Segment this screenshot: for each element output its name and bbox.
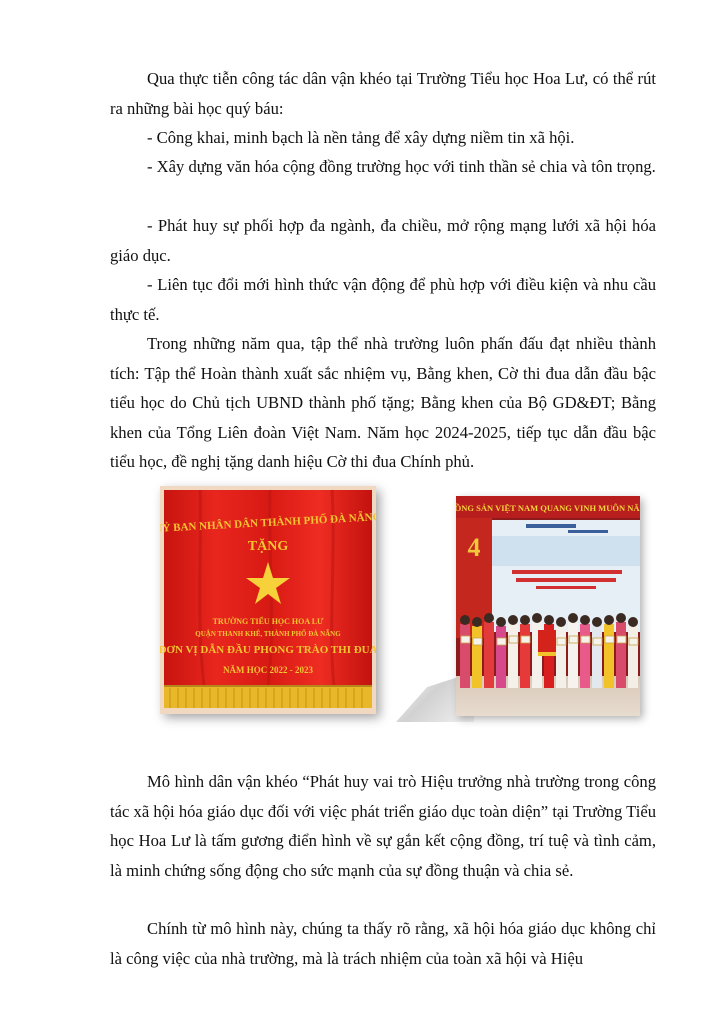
flag-school-text: TRƯỜNG TIỂU HỌC HOA LƯ [212, 617, 324, 626]
paragraph-achievements: Trong những năm qua, tập thể nhà trường luôn phấn đấu đạt nhiều thành tích: Tập thể Hoàn thành xuất sắc nhiệm vụ, Bằng khen, Cờ thi đua dẫn đầu bậc tiểu học do Chủ tịch UBND thành phố tặng; Bằng khen của Bộ GD&ĐT; Bằng khen của Tổng Liên đoàn Việt Nam. Năm học 2024-2025, tiếp tục dẫn đầu bậc tiểu học, đề nghị tặng danh hiệu Cờ thi đua Chính phủ. [110, 334, 656, 471]
award-recipients [460, 613, 638, 688]
ceremony-banner-text: ĐỒNG SẢN VIỆT NAM QUANG VINH MUÔN NĂM [456, 503, 640, 513]
flag-year-text: NĂM HỌC 2022 - 2023 [223, 665, 313, 675]
paragraph-conclusion: Chính từ mô hình này, chúng ta thấy rõ rằng, xã hội hóa giáo dục không chỉ là công việc của nhà trường, mà là trách nhiệm của toàn xã hội và Hiệu [110, 919, 656, 968]
paragraph-lesson-1: - Công khai, minh bạch là nền tảng để xây dựng niềm tin xã hội. [147, 128, 575, 147]
emblem-icon: 4 [467, 533, 481, 562]
flag-title-text: ĐƠN VỊ DẪN ĐẦU PHONG TRÀO THI ĐUA [160, 644, 376, 656]
paragraph-model-description: Mô hình dân vận khéo “Phát huy vai trò Hiệu trưởng nhà trường trong công tác xã hội hóa giáo dục đối với việc phát triển giáo dục toàn diện” tại Trường Tiểu học Hoa Lư là tấm gương điển hình về sự gắn kết cộng đồng, trí tuệ và tình cảm, là minh chứng sống động cho sức mạnh của sự đồng thuận và chia sẻ. [110, 772, 656, 880]
paragraph-lesson-2: - Xây dựng văn hóa cộng đồng trường học với tinh thần sẻ chia và tôn trọng. [147, 157, 656, 176]
award-ceremony-image [456, 496, 640, 716]
emulation-flag-photo [160, 486, 376, 714]
flag-fringe [164, 686, 372, 708]
award-ceremony-photo [456, 496, 640, 716]
flag-issuer-text: UỶ BAN NHÂN DÂN THÀNH PHỐ ĐÀ NẴNG [160, 511, 376, 535]
emulation-flag-image [160, 486, 376, 714]
paragraph-lessons-intro: Qua thực tiễn công tác dân vận khéo tại Trường Tiểu học Hoa Lư, có thể rút ra những bài học quý báu: [110, 69, 656, 118]
paragraph-lesson-3: - Phát huy sự phối hợp đa ngành, đa chiều, mở rộng mạng lưới xã hội hóa giáo dục. [110, 216, 656, 265]
flag-district-text: QUẬN THANH KHÊ, THÀNH PHỐ ĐÀ NẴNG [195, 630, 341, 638]
paragraph-lesson-4: - Liên tục đổi mới hình thức vận động để phù hợp với điều kiện và nhu cầu thực tế. [110, 275, 656, 324]
flag-give-text: TẶNG [247, 539, 289, 554]
